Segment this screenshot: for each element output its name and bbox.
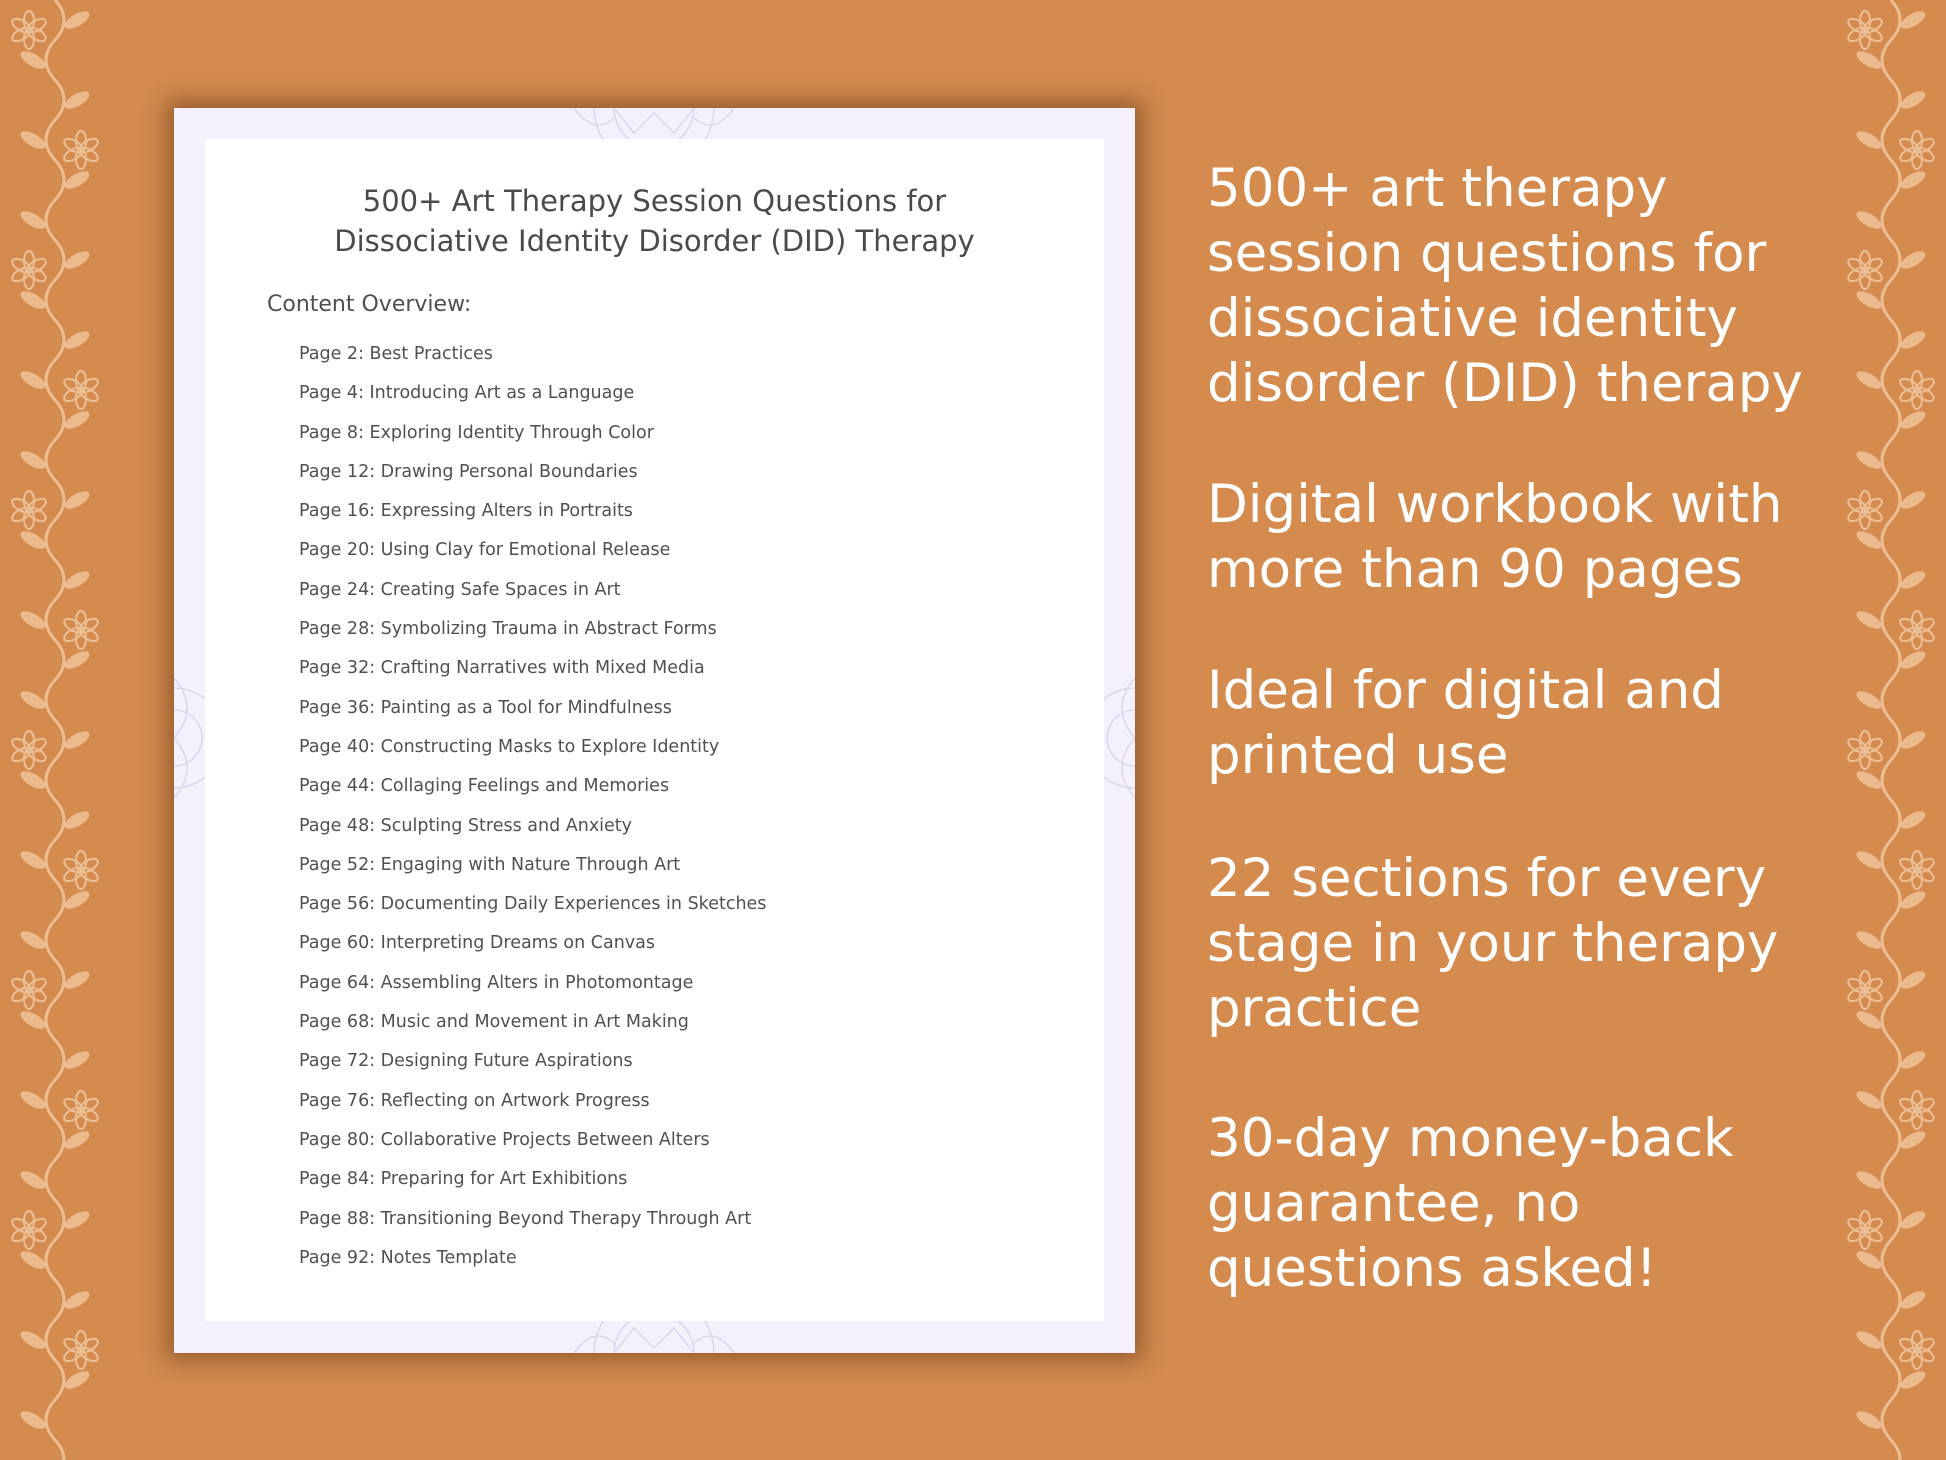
toc-item: Page 80: Collaborative Projects Between Alters — [299, 1129, 710, 1150]
toc-item: Page 84: Preparing for Art Exhibitions — [299, 1169, 628, 1190]
toc-item: Page 20: Using Clay for Emotional Release — [299, 540, 671, 561]
feature-sections: 22 sections for every stage in your therapy practice — [1207, 848, 1779, 1039]
mandala-left-icon — [174, 618, 205, 858]
toc-item: Page 92: Notes Template — [299, 1247, 517, 1268]
toc-item: Page 8: Exploring Identity Through Color — [299, 422, 654, 443]
toc-item: Page 52: Engaging with Nature Through Art — [299, 854, 681, 875]
content-overview-label: Content Overview: — [267, 292, 472, 317]
table-of-contents — [299, 344, 766, 1287]
document-page — [205, 139, 1104, 1321]
mandala-bottom-icon — [504, 1321, 804, 1353]
toc-item: Page 40: Constructing Masks to Explore Identity — [299, 736, 720, 757]
toc-item: Page 60: Interpreting Dreams on Canvas — [299, 933, 655, 954]
toc-item: Page 4: Introducing Art as a Language — [299, 383, 635, 404]
toc-item: Page 28: Symbolizing Trauma in Abstract Forms — [299, 619, 717, 640]
document-title — [205, 181, 1104, 261]
feature-guarantee: 30-day money-back guarantee, no questions asked! — [1207, 1108, 1734, 1299]
mandala-top-icon — [504, 108, 804, 139]
toc-item: Page 76: Reflecting on Artwork Progress — [299, 1090, 650, 1111]
toc-item: Page 88: Transitioning Beyond Therapy Through Art — [299, 1208, 752, 1229]
floral-vine-left-icon — [0, 0, 140, 1460]
toc-item: Page 36: Painting as a Tool for Mindfulness — [299, 697, 672, 718]
document-title-line2: Dissociative Identity Disorder (DID) Therapy — [334, 224, 975, 258]
toc-item: Page 12: Drawing Personal Boundaries — [299, 461, 638, 482]
feature-questions: 500+ art therapy session questions for dissociative identity disorder (DID) therapy — [1207, 158, 1803, 414]
toc-item: Page 56: Documenting Daily Experiences in Sketches — [299, 894, 767, 915]
toc-item: Page 2: Best Practices — [299, 344, 493, 364]
feature-pages: Digital workbook with more than 90 pages — [1207, 474, 1783, 600]
toc-item: Page 64: Assembling Alters in Photomontage — [299, 972, 694, 993]
toc-item: Page 44: Collaging Feelings and Memories — [299, 776, 670, 797]
toc-item: Page 72: Designing Future Aspirations — [299, 1051, 633, 1072]
toc-item: Page 24: Creating Safe Spaces in Art — [299, 579, 621, 600]
document-title-line1: 500+ Art Therapy Session Questions for — [362, 184, 947, 218]
toc-item: Page 48: Sculpting Stress and Anxiety — [299, 815, 633, 836]
toc-item: Page 16: Expressing Alters in Portraits — [299, 501, 633, 522]
toc-item: Page 68: Music and Movement in Art Making — [299, 1012, 689, 1033]
feature-use: Ideal for digital and printed use — [1207, 660, 1724, 786]
floral-vine-right-icon — [1806, 0, 1946, 1460]
mandala-right-icon — [1104, 618, 1135, 858]
toc-item: Page 32: Crafting Narratives with Mixed Media — [299, 658, 705, 679]
document-preview — [174, 108, 1135, 1353]
